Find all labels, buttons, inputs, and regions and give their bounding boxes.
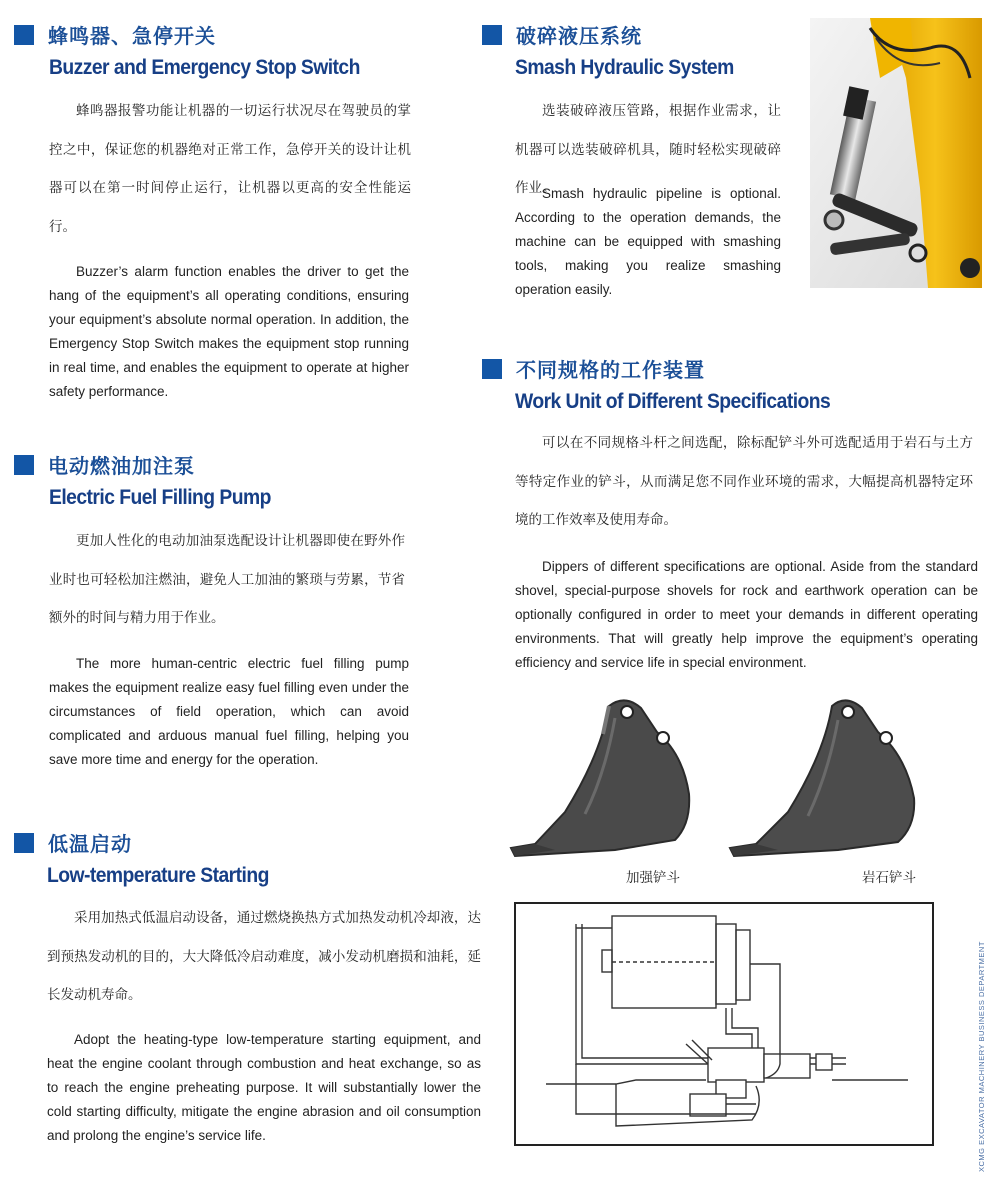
workunit-title-en: Work Unit of Different Specifications bbox=[515, 390, 831, 413]
workunit-body-en: Dippers of different specifications are optional. Aside from the standard shovel, special-purpose shovels for rock and earthwork operation can be optionally configured in order to meet your demands in different operating environments. That will greatly help improve the equipment’s operating efficiency and service life in special environment. bbox=[515, 559, 978, 670]
smash-title-cn: 破碎液压系统 bbox=[516, 24, 642, 48]
fuel-title-cn: 电动燃油加注泵 bbox=[48, 454, 195, 478]
hydraulic-arm-photo bbox=[810, 18, 982, 288]
section-square-icon bbox=[14, 25, 34, 45]
workunit-heading-cn bbox=[482, 354, 705, 383]
smash-title-en: Smash Hydraulic System bbox=[515, 56, 734, 79]
fuel-body-cn: 更加人性化的电动加油泵选配设计让机器即使在野外作业时也可轻松加注燃油，避免人工加油的繁琐与劳累，节省额外的时间与精力用于作业。 bbox=[49, 533, 405, 626]
fuel-heading-cn bbox=[14, 450, 195, 479]
lowtemp-body-cn: 采用加热式低温启动设备，通过燃烧换热方式加热发动机冷却液，达到预热发动机的目的，大大降低冷启动难度，减小发动机磨损和油耗，延长发动机寿命。 bbox=[47, 910, 481, 1003]
lowtemp-body-en: Adopt the heating-type low-temperature starting equipment, and heat the engine coolant through combustion and heat exchange, so as to reach the engine preheating purpose. It will substantially lower the cold starting difficulty, mitigate the engine abrasion and oil consumption and prolong the engine’s service life. bbox=[47, 1032, 481, 1143]
sidebar-department-text: XCMG EXCAVATOR MACHINERY BUSINESS DEPARTMENT bbox=[977, 941, 986, 1172]
section-square-icon bbox=[14, 833, 34, 853]
section-square-icon bbox=[482, 25, 502, 45]
workunit-body-cn: 可以在不同规格斗杆之间选配，除标配铲斗外可选配适用于岩石与土方等特定作业的铲斗，从而满足您不同作业环境的需求，大幅提高机器特定环境的工作效率及使用寿命。 bbox=[515, 435, 973, 528]
rock-bucket-caption: 岩石铲斗 bbox=[862, 870, 916, 886]
smash-heading-cn bbox=[482, 20, 642, 49]
fuel-title-en: Electric Fuel Filling Pump bbox=[49, 486, 271, 509]
buzzer-title-cn: 蜂鸣器、急停开关 bbox=[48, 24, 216, 48]
reinforced-bucket-image bbox=[505, 694, 705, 858]
lowtemp-title-cn: 低温启动 bbox=[48, 832, 132, 856]
workunit-title-cn: 不同规格的工作装置 bbox=[516, 358, 705, 382]
smash-body-en: Smash hydraulic pipeline is optional. According to the operation demands, the machine can be equipped with smashing tools, making you realize smashing operation easily. bbox=[515, 186, 781, 297]
section-square-icon bbox=[482, 359, 502, 379]
lowtemp-title-en: Low-temperature Starting bbox=[47, 864, 269, 887]
buzzer-body-en: Buzzer’s alarm function enables the driver to get the hang of the equipment’s all operating conditions, ensuring your equipment’s absolute normal operation. In addition, the Emergency Stop Switch makes the equipment stop running in real time, and enables the equipment to operate at higher safety performance. bbox=[49, 264, 409, 399]
preheater-diagram bbox=[514, 902, 934, 1146]
rock-bucket-image bbox=[724, 694, 934, 858]
buzzer-body-cn: 蜂鸣器报警功能让机器的一切运行状况尽在驾驶员的掌控之中，保证您的机器绝对正常工作，急停开关的设计让机器可以在第一时间停止运行，让机器以更高的安全性能运行。 bbox=[49, 103, 411, 235]
fuel-body-en: The more human-centric electric fuel filling pump makes the equipment realize easy fuel filling even under the circumstances of field operation, which can avoid complicated and arduous manual fuel filling, helping you save more time and energy for the operation. bbox=[49, 656, 409, 767]
section-square-icon bbox=[14, 455, 34, 475]
lowtemp-heading-cn bbox=[14, 828, 132, 857]
smash-body-cn: 选装破碎液压管路，根据作业需求，让机器可以选装破碎机具，随时轻松实现破碎作业。 bbox=[515, 103, 781, 196]
buzzer-heading-cn bbox=[14, 20, 216, 49]
reinforced-bucket-caption: 加强铲斗 bbox=[626, 870, 680, 886]
buzzer-title-en: Buzzer and Emergency Stop Switch bbox=[49, 56, 360, 79]
